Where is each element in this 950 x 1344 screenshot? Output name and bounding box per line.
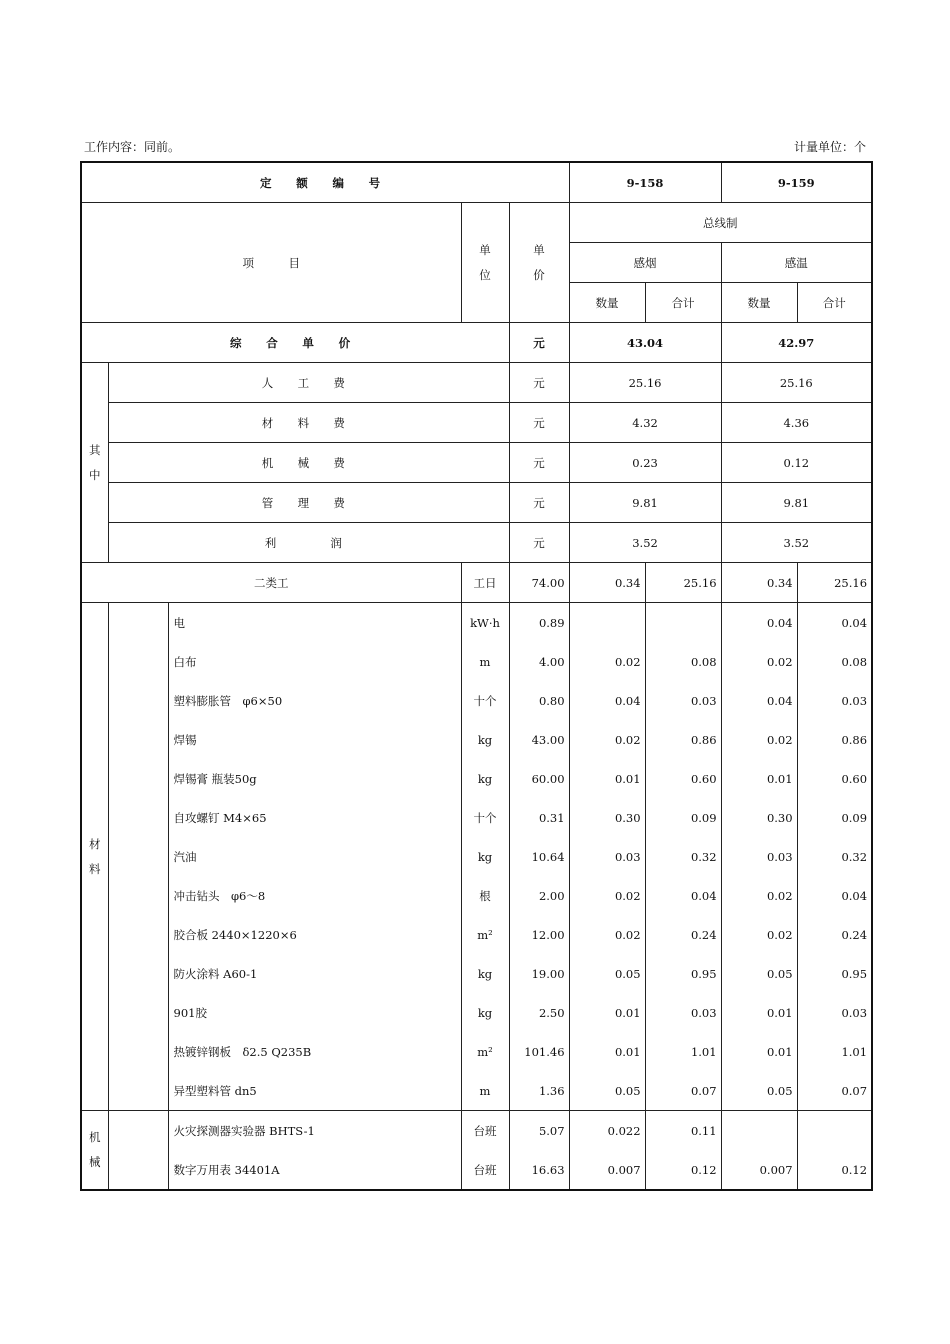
- type-smoke: 感烟: [569, 243, 721, 283]
- materials-row: [81, 720, 872, 759]
- materials-qty-1: 0.01: [569, 1032, 645, 1071]
- materials-qty-2: 0.01: [721, 759, 797, 798]
- machinery-label: [81, 1111, 108, 1191]
- materials-total-1: 0.09: [645, 798, 721, 837]
- materials-qty-2: 0.03: [721, 837, 797, 876]
- machinery-total-1: 0.11: [645, 1111, 721, 1151]
- among-value-2: 4.36: [721, 403, 872, 443]
- among-row: [81, 443, 872, 483]
- materials-qty-2: 0.01: [721, 993, 797, 1032]
- materials-row: [81, 1032, 872, 1071]
- quota-code-label: 定 额 编 号: [81, 162, 569, 203]
- materials-price: 0.89: [509, 603, 569, 643]
- among-name: 人 工 费: [108, 363, 509, 403]
- price-label-text: 单价: [533, 242, 545, 282]
- materials-row: [81, 1071, 872, 1111]
- materials-qty-2: 0.04: [721, 681, 797, 720]
- work-content: 工作内容：同前。: [84, 140, 181, 154]
- labor-total-2: 25.16: [797, 563, 872, 603]
- materials-unit: m: [461, 642, 509, 681]
- materials-qty-1: 0.02: [569, 642, 645, 681]
- among-unit: 元: [509, 403, 569, 443]
- materials-price: 10.64: [509, 837, 569, 876]
- unit-label: [461, 203, 509, 323]
- materials-name: 901胶: [168, 993, 461, 1032]
- materials-qty-1: 0.05: [569, 1071, 645, 1111]
- materials-total-2: 0.24: [797, 915, 872, 954]
- qty-label-2: 数量: [721, 283, 797, 323]
- materials-price: 43.00: [509, 720, 569, 759]
- composite-label: 综 合 单 价: [81, 323, 509, 363]
- materials-price: 2.50: [509, 993, 569, 1032]
- materials-qty-2: 0.02: [721, 642, 797, 681]
- materials-total-1: 0.86: [645, 720, 721, 759]
- materials-row: [81, 642, 872, 681]
- machinery-unit: 台班: [461, 1111, 509, 1151]
- materials-row: [81, 603, 872, 643]
- machinery-qty-2: [721, 1111, 797, 1151]
- materials-price: 2.00: [509, 876, 569, 915]
- total-label-2: 合计: [797, 283, 872, 323]
- quota-code-1: 9-158: [569, 162, 721, 203]
- materials-name: 胶合板 2440×1220×6: [168, 915, 461, 954]
- system-label: 总线制: [569, 203, 872, 243]
- among-unit: 元: [509, 443, 569, 483]
- among-name: 机 械 费: [108, 443, 509, 483]
- materials-name: 热镀锌钢板 δ2.5 Q235B: [168, 1032, 461, 1071]
- materials-qty-2: 0.01: [721, 1032, 797, 1071]
- materials-row: [81, 798, 872, 837]
- materials-unit: kg: [461, 759, 509, 798]
- labor-qty-2: 0.34: [721, 563, 797, 603]
- materials-qty-2: 0.04: [721, 603, 797, 643]
- materials-unit: m²: [461, 915, 509, 954]
- machinery-qty-1: 0.007: [569, 1150, 645, 1190]
- materials-qty-1: 0.02: [569, 876, 645, 915]
- materials-total-2: 0.03: [797, 993, 872, 1032]
- materials-row: [81, 954, 872, 993]
- machinery-spacer: [108, 1111, 168, 1191]
- machinery-unit: 台班: [461, 1150, 509, 1190]
- composite-unit: 元: [509, 323, 569, 363]
- materials-total-1: 0.24: [645, 915, 721, 954]
- among-value-1: 9.81: [569, 483, 721, 523]
- among-value-1: 25.16: [569, 363, 721, 403]
- materials-qty-2: 0.30: [721, 798, 797, 837]
- type-heat: 感温: [721, 243, 872, 283]
- materials-price: 0.80: [509, 681, 569, 720]
- unit-of-measure: 计量单位：个: [793, 140, 866, 154]
- among-name: 材 料 费: [108, 403, 509, 443]
- materials-unit: kg: [461, 954, 509, 993]
- materials-price: 19.00: [509, 954, 569, 993]
- materials-qty-1: 0.03: [569, 837, 645, 876]
- materials-qty-1: [569, 603, 645, 643]
- among-unit: 元: [509, 363, 569, 403]
- among-unit: 元: [509, 523, 569, 563]
- among-value-2: 9.81: [721, 483, 872, 523]
- materials-qty-2: 0.05: [721, 954, 797, 993]
- among-value-2: 3.52: [721, 523, 872, 563]
- materials-name: 白布: [168, 642, 461, 681]
- materials-row: [81, 837, 872, 876]
- among-row: [81, 483, 872, 523]
- materials-row: [81, 993, 872, 1032]
- materials-qty-2: 0.02: [721, 720, 797, 759]
- materials-price: 101.46: [509, 1032, 569, 1071]
- labor-name: 二类工: [81, 563, 461, 603]
- materials-row: [81, 759, 872, 798]
- materials-unit: kg: [461, 993, 509, 1032]
- materials-name: 自攻螺钉 M4×65: [168, 798, 461, 837]
- materials-total-1: 0.60: [645, 759, 721, 798]
- among-row: [81, 403, 872, 443]
- machinery-total-2: [797, 1111, 872, 1151]
- quota-table: [80, 161, 873, 1191]
- materials-name: 冲击钻头 φ6～8: [168, 876, 461, 915]
- materials-price: 60.00: [509, 759, 569, 798]
- among-value-2: 0.12: [721, 443, 872, 483]
- materials-unit: kg: [461, 720, 509, 759]
- among-value-1: 3.52: [569, 523, 721, 563]
- materials-label-text: 材料: [89, 836, 101, 876]
- among-unit: 元: [509, 483, 569, 523]
- machinery-row: [81, 1150, 872, 1190]
- materials-unit: kg: [461, 837, 509, 876]
- machinery-price: 5.07: [509, 1111, 569, 1151]
- materials-name: 电: [168, 603, 461, 643]
- materials-qty-2: 0.05: [721, 1071, 797, 1111]
- materials-total-2: 0.60: [797, 759, 872, 798]
- materials-name: 焊锡膏 瓶装50g: [168, 759, 461, 798]
- materials-total-1: 0.08: [645, 642, 721, 681]
- materials-total-2: 0.03: [797, 681, 872, 720]
- materials-qty-1: 0.01: [569, 993, 645, 1032]
- materials-total-1: 0.07: [645, 1071, 721, 1111]
- materials-unit: 十个: [461, 681, 509, 720]
- materials-qty-1: 0.02: [569, 720, 645, 759]
- among-name: 管 理 费: [108, 483, 509, 523]
- among-value-2: 25.16: [721, 363, 872, 403]
- materials-qty-2: 0.02: [721, 876, 797, 915]
- materials-total-2: 0.95: [797, 954, 872, 993]
- unit-label-text: 单位: [479, 242, 491, 282]
- materials-spacer: [108, 603, 168, 1111]
- materials-name: 塑料膨胀管 φ6×50: [168, 681, 461, 720]
- materials-total-2: 0.86: [797, 720, 872, 759]
- materials-total-1: 1.01: [645, 1032, 721, 1071]
- materials-qty-1: 0.05: [569, 954, 645, 993]
- machinery-name: 火灾探测器实验器 BHTS-1: [168, 1111, 461, 1151]
- among-value-1: 0.23: [569, 443, 721, 483]
- materials-total-1: 0.03: [645, 681, 721, 720]
- materials-total-1: [645, 603, 721, 643]
- qty-label-1: 数量: [569, 283, 645, 323]
- materials-total-2: 0.08: [797, 642, 872, 681]
- machinery-name: 数字万用表 34401A: [168, 1150, 461, 1190]
- materials-unit: m²: [461, 1032, 509, 1071]
- labor-qty-1: 0.34: [569, 563, 645, 603]
- materials-name: 焊锡: [168, 720, 461, 759]
- materials-label: [81, 603, 108, 1111]
- materials-qty-1: 0.02: [569, 915, 645, 954]
- materials-unit: 根: [461, 876, 509, 915]
- materials-qty-1: 0.01: [569, 759, 645, 798]
- materials-unit: kW·h: [461, 603, 509, 643]
- among-row: [81, 523, 872, 563]
- materials-row: [81, 681, 872, 720]
- materials-unit: m: [461, 1071, 509, 1111]
- materials-qty-1: 0.04: [569, 681, 645, 720]
- materials-price: 12.00: [509, 915, 569, 954]
- materials-qty-1: 0.30: [569, 798, 645, 837]
- machinery-price: 16.63: [509, 1150, 569, 1190]
- among-label-text: 其中: [89, 442, 101, 482]
- among-row: [81, 363, 872, 403]
- materials-unit: 十个: [461, 798, 509, 837]
- materials-name: 异型塑料管 dn5: [168, 1071, 461, 1111]
- machinery-qty-2: 0.007: [721, 1150, 797, 1190]
- materials-total-1: 0.04: [645, 876, 721, 915]
- materials-total-1: 0.32: [645, 837, 721, 876]
- materials-row: [81, 915, 872, 954]
- materials-total-2: 0.04: [797, 876, 872, 915]
- machinery-qty-1: 0.022: [569, 1111, 645, 1151]
- labor-row: [81, 563, 872, 603]
- labor-price: 74.00: [509, 563, 569, 603]
- materials-total-2: 0.07: [797, 1071, 872, 1111]
- materials-total-2: 1.01: [797, 1032, 872, 1071]
- machinery-total-2: 0.12: [797, 1150, 872, 1190]
- machinery-total-1: 0.12: [645, 1150, 721, 1190]
- among-label: [81, 363, 108, 563]
- composite-value-1: 43.04: [569, 323, 721, 363]
- quota-code-2: 9-159: [721, 162, 872, 203]
- total-label-1: 合计: [645, 283, 721, 323]
- machinery-label-text: 机械: [89, 1130, 101, 1169]
- labor-total-1: 25.16: [645, 563, 721, 603]
- materials-price: 0.31: [509, 798, 569, 837]
- materials-total-1: 0.95: [645, 954, 721, 993]
- among-name: 利 润: [108, 523, 509, 563]
- materials-name: 防火涂料 A60-1: [168, 954, 461, 993]
- materials-total-2: 0.32: [797, 837, 872, 876]
- item-label: 项 目: [81, 203, 461, 323]
- materials-total-2: 0.04: [797, 603, 872, 643]
- materials-total-1: 0.03: [645, 993, 721, 1032]
- materials-qty-2: 0.02: [721, 915, 797, 954]
- machinery-row: [81, 1111, 872, 1151]
- labor-unit: 工日: [461, 563, 509, 603]
- among-value-1: 4.32: [569, 403, 721, 443]
- materials-price: 1.36: [509, 1071, 569, 1111]
- materials-total-2: 0.09: [797, 798, 872, 837]
- price-label: [509, 203, 569, 323]
- materials-name: 汽油: [168, 837, 461, 876]
- materials-row: [81, 876, 872, 915]
- composite-value-2: 42.97: [721, 323, 872, 363]
- materials-price: 4.00: [509, 642, 569, 681]
